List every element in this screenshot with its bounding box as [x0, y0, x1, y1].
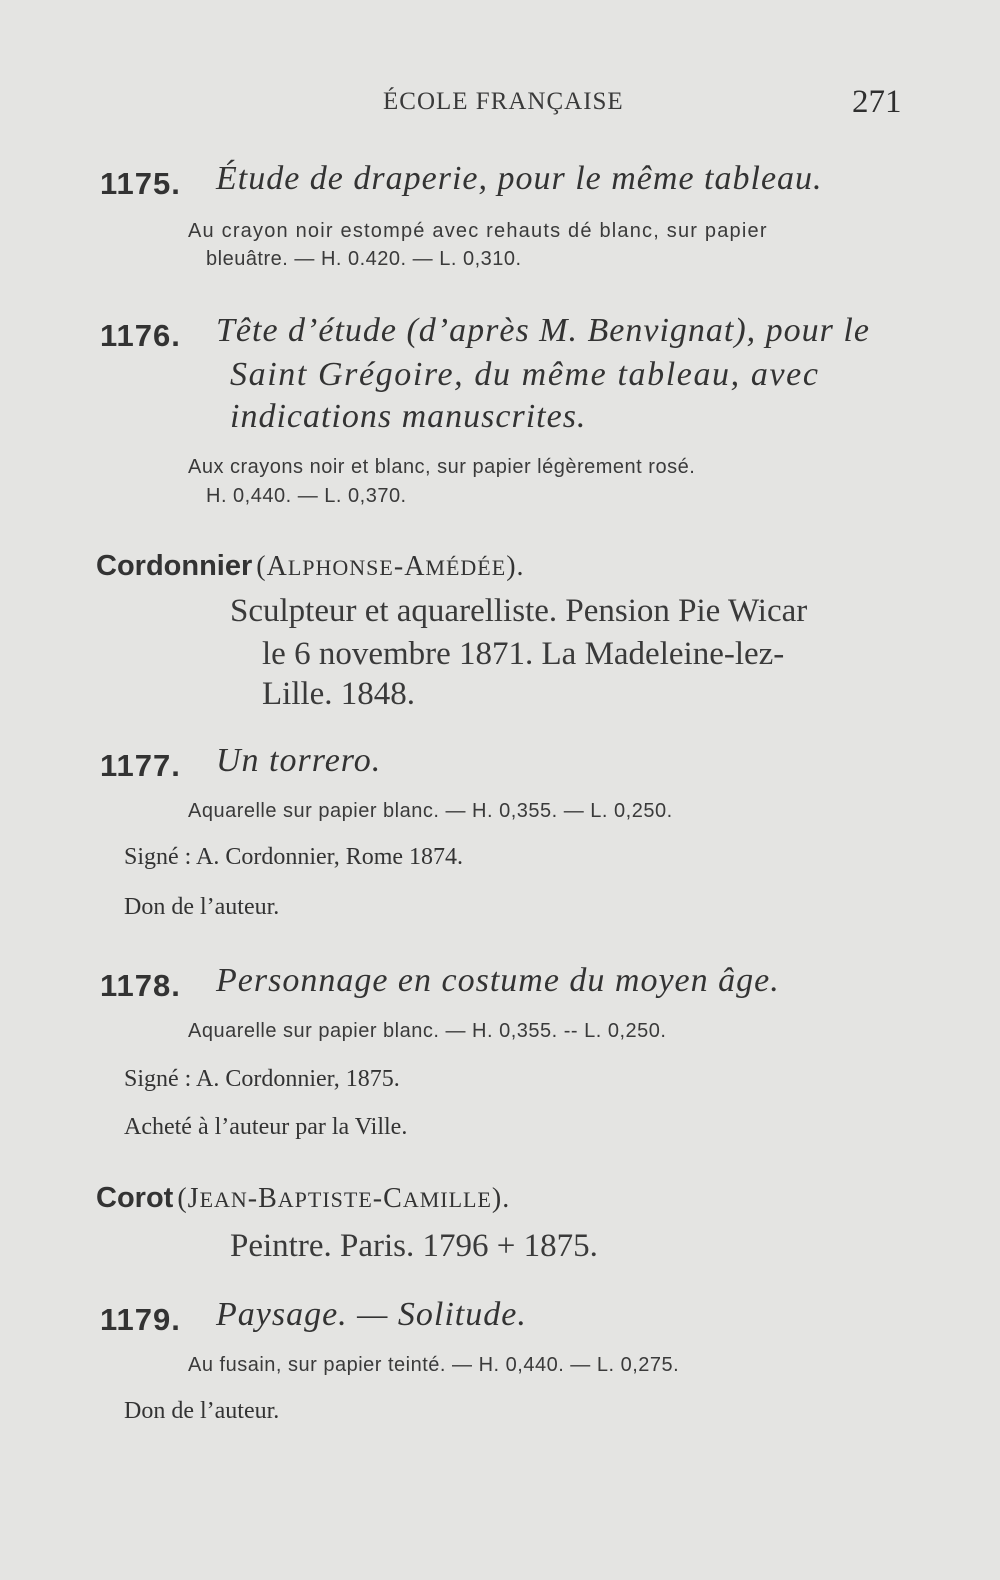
entry-note: Signé : A. Cordonnier, 1875. [124, 1066, 400, 1092]
artist-biography: le 6 novembre 1871. La Madeleine-lez- [262, 636, 785, 672]
entry-number: 1177. [100, 748, 181, 783]
artist-heading [96, 1182, 510, 1215]
artist-biography: Sculpteur et aquarelliste. Pension Pie Wicar [230, 593, 808, 629]
entry-note: Don de l’auteur. [124, 1398, 280, 1424]
entry-description: Au fusain, sur papier teinté. — H. 0,440. — L. 0,275. [188, 1354, 680, 1376]
artist-surname: Corot [96, 1182, 174, 1214]
entry-title: Tête d’étude (d’après M. Benvignat), pour le [216, 312, 870, 349]
artist-first-names: (ALPHONSE-AMÉDÉE). [256, 551, 525, 582]
entry-description: H. 0,440. — L. 0,370. [206, 485, 407, 507]
running-head: ÉCOLE FRANÇAISE [383, 88, 624, 115]
entry-description: Aux crayons noir et blanc, sur papier légèrement rosé. [188, 456, 696, 478]
entry-number: 1178. [100, 968, 181, 1003]
artist-surname: Cordonnier [96, 550, 253, 582]
page-number: 271 [852, 84, 902, 120]
entry-title: Étude de draperie, pour le même tableau. [216, 160, 823, 197]
entry-description: Aquarelle sur papier blanc. — H. 0,355. — L. 0,250. [188, 800, 673, 822]
entry-title: Un torrero. [216, 742, 382, 779]
entry-note: Don de l’auteur. [124, 894, 280, 920]
entry-title: indications manuscrites. [230, 398, 587, 435]
entry-note: Signé : A. Cordonnier, Rome 1874. [124, 844, 464, 870]
entry-description: bleuâtre. — H. 0.420. — L. 0,310. [206, 248, 522, 270]
entry-number: 1176. [100, 318, 181, 353]
artist-heading [96, 550, 525, 583]
artist-biography: Peintre. Paris. 1796 + 1875. [230, 1228, 598, 1264]
entry-number: 1179. [100, 1302, 181, 1337]
entry-number: 1175. [100, 166, 181, 201]
entry-description: Aquarelle sur papier blanc. — H. 0,355. -- L. 0,250. [188, 1020, 667, 1042]
entry-title: Personnage en costume du moyen âge. [216, 962, 780, 999]
entry-title: Paysage. — Solitude. [216, 1296, 527, 1333]
artist-biography: Lille. 1848. [262, 676, 416, 712]
entry-description: Au crayon noir estompé avec rehauts dé blanc, sur papier [188, 220, 768, 242]
entry-title: Saint Grégoire, du même tableau, avec [230, 356, 820, 393]
artist-first-names: (JEAN-BAPTISTE-CAMILLE). [177, 1183, 511, 1214]
entry-note: Acheté à l’auteur par la Ville. [124, 1114, 408, 1140]
